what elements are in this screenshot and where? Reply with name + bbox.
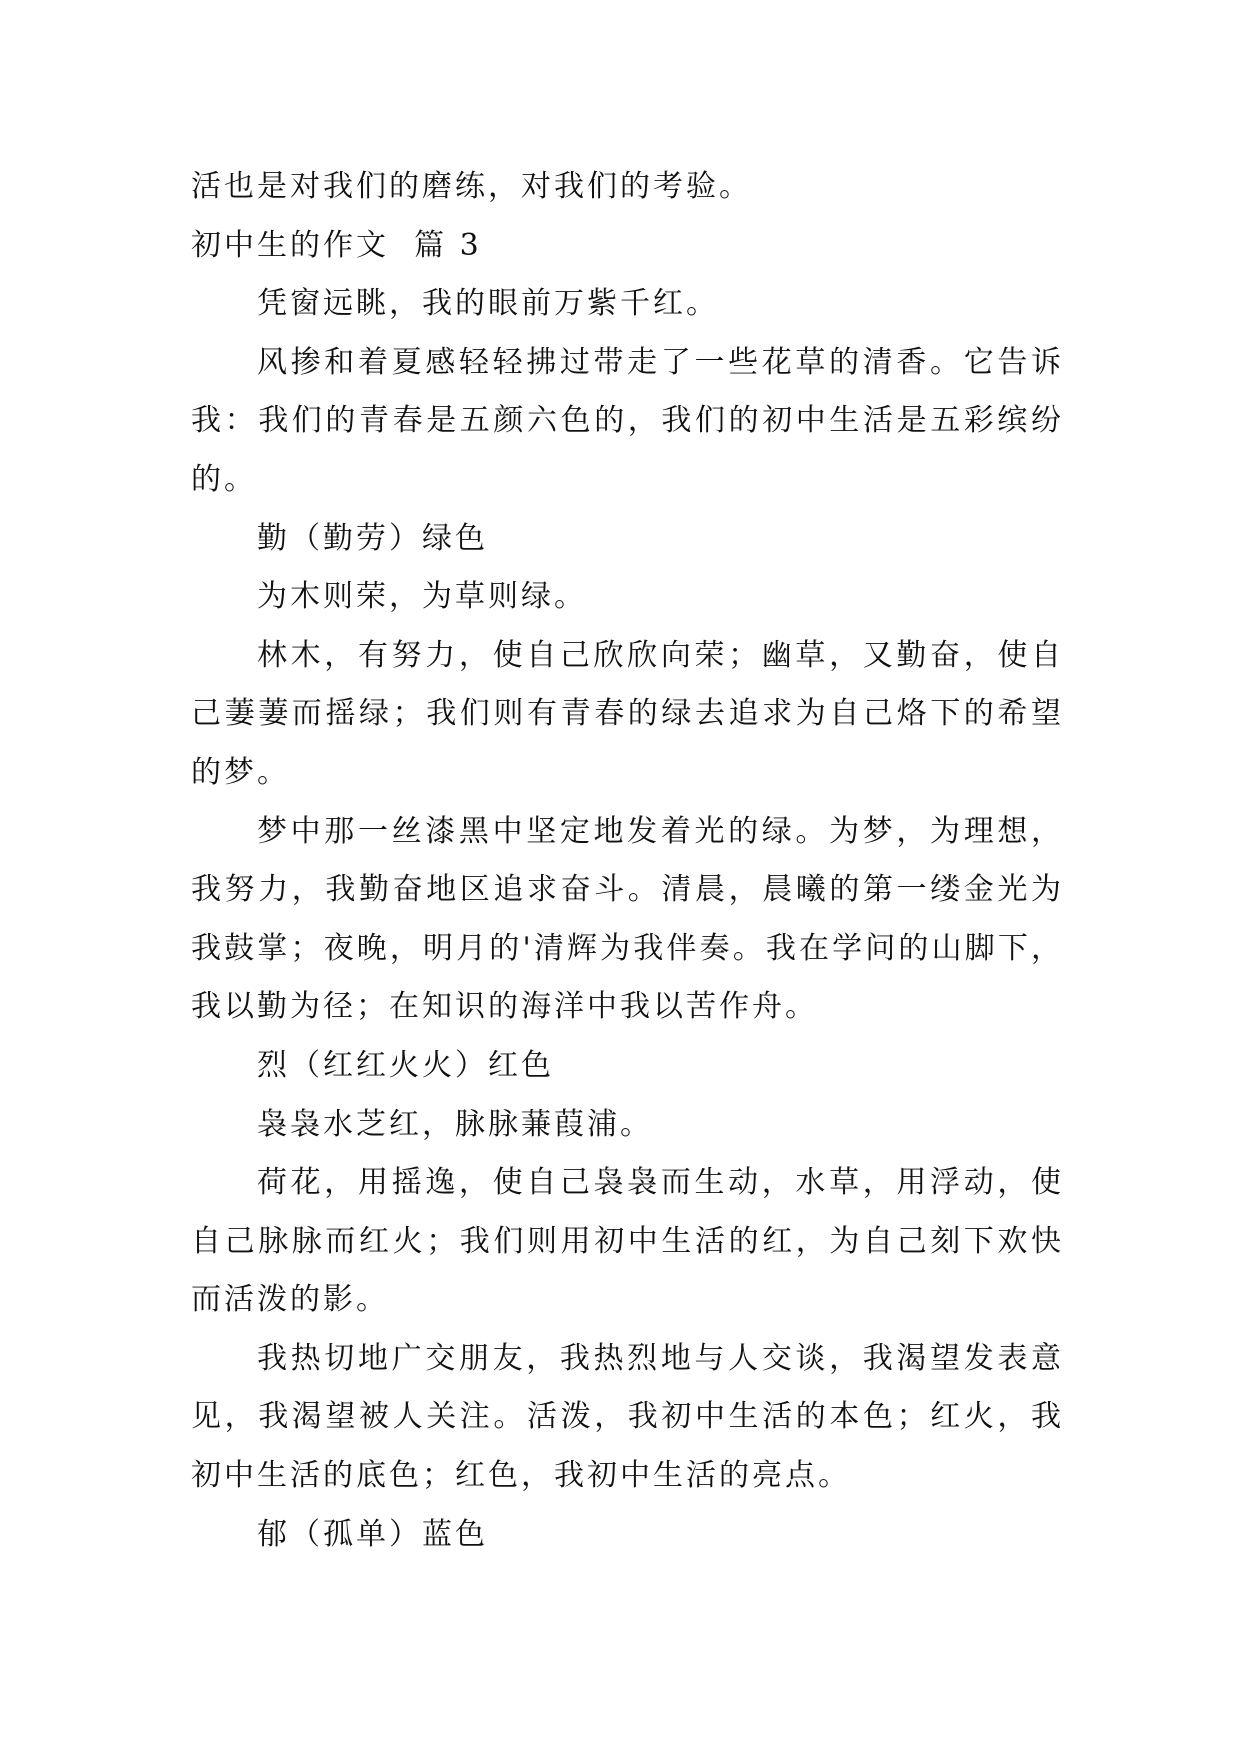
- text-line: 自己脉脉而红火；我们则用初中生活的红，为自己刻下欢快: [191, 1223, 1061, 1259]
- text-line: 袅袅水芝红，脉脉蒹葭浦。: [257, 1106, 653, 1142]
- text-line: 我努力，我勤奋地区追求奋斗。清晨，晨曦的第一缕金光为: [191, 872, 1061, 908]
- text-line: 的。: [191, 461, 257, 497]
- text-line: 凭窗远眺，我的眼前万紫千红。: [257, 286, 719, 322]
- text-line: 为木则荣，为草则绿。: [257, 579, 587, 615]
- text-line: 的梦。: [191, 754, 290, 790]
- section-label: 郁（孤单）蓝色: [257, 1516, 488, 1552]
- text-line: 而活泼的影。: [191, 1282, 389, 1318]
- text-line: 初中生活的底色；红色，我初中生活的亮点。: [191, 1458, 851, 1494]
- text-line: 见，我渴望被人关注。活泼，我初中生活的本色；红火，我: [191, 1399, 1061, 1435]
- text-line: 林木，有努力，使自己欣欣向荣；幽草，又勤奋，使自: [257, 637, 1061, 673]
- section-label: 勤（勤劳）绿色: [257, 520, 488, 556]
- text-line: 风掺和着夏感轻轻拂过带走了一些花草的清香。它告诉: [257, 344, 1061, 380]
- text-line: 我热切地广交朋友，我热烈地与人交谈，我渴望发表意: [257, 1340, 1061, 1376]
- text-line: 梦中那一丝漆黑中坚定地发着光的绿。为梦，为理想，: [257, 813, 1061, 849]
- text-line: 活也是对我们的磨练，对我们的考验。: [191, 169, 752, 204]
- text-line: 我以勤为径；在知识的海洋中我以苦作舟。: [191, 989, 818, 1025]
- text-line: 我鼓掌；夜晚，明月的'清辉为我伴奏。我在学问的山脚下，: [191, 930, 1061, 966]
- document-body: [191, 158, 1061, 1564]
- section-label: 烈（红红火火）红色: [257, 1047, 554, 1083]
- text-line: 我：我们的青春是五颜六色的，我们的初中生活是五彩缤纷: [191, 403, 1061, 439]
- text-line: 己萋萋而摇绿；我们则有青春的绿去追求为自己烙下的希望: [191, 696, 1061, 732]
- text-line: 荷花，用摇逸，使自己袅袅而生动，水草，用浮动，使: [257, 1165, 1061, 1201]
- essay-heading: 初中生的作文 篇 3: [191, 227, 482, 263]
